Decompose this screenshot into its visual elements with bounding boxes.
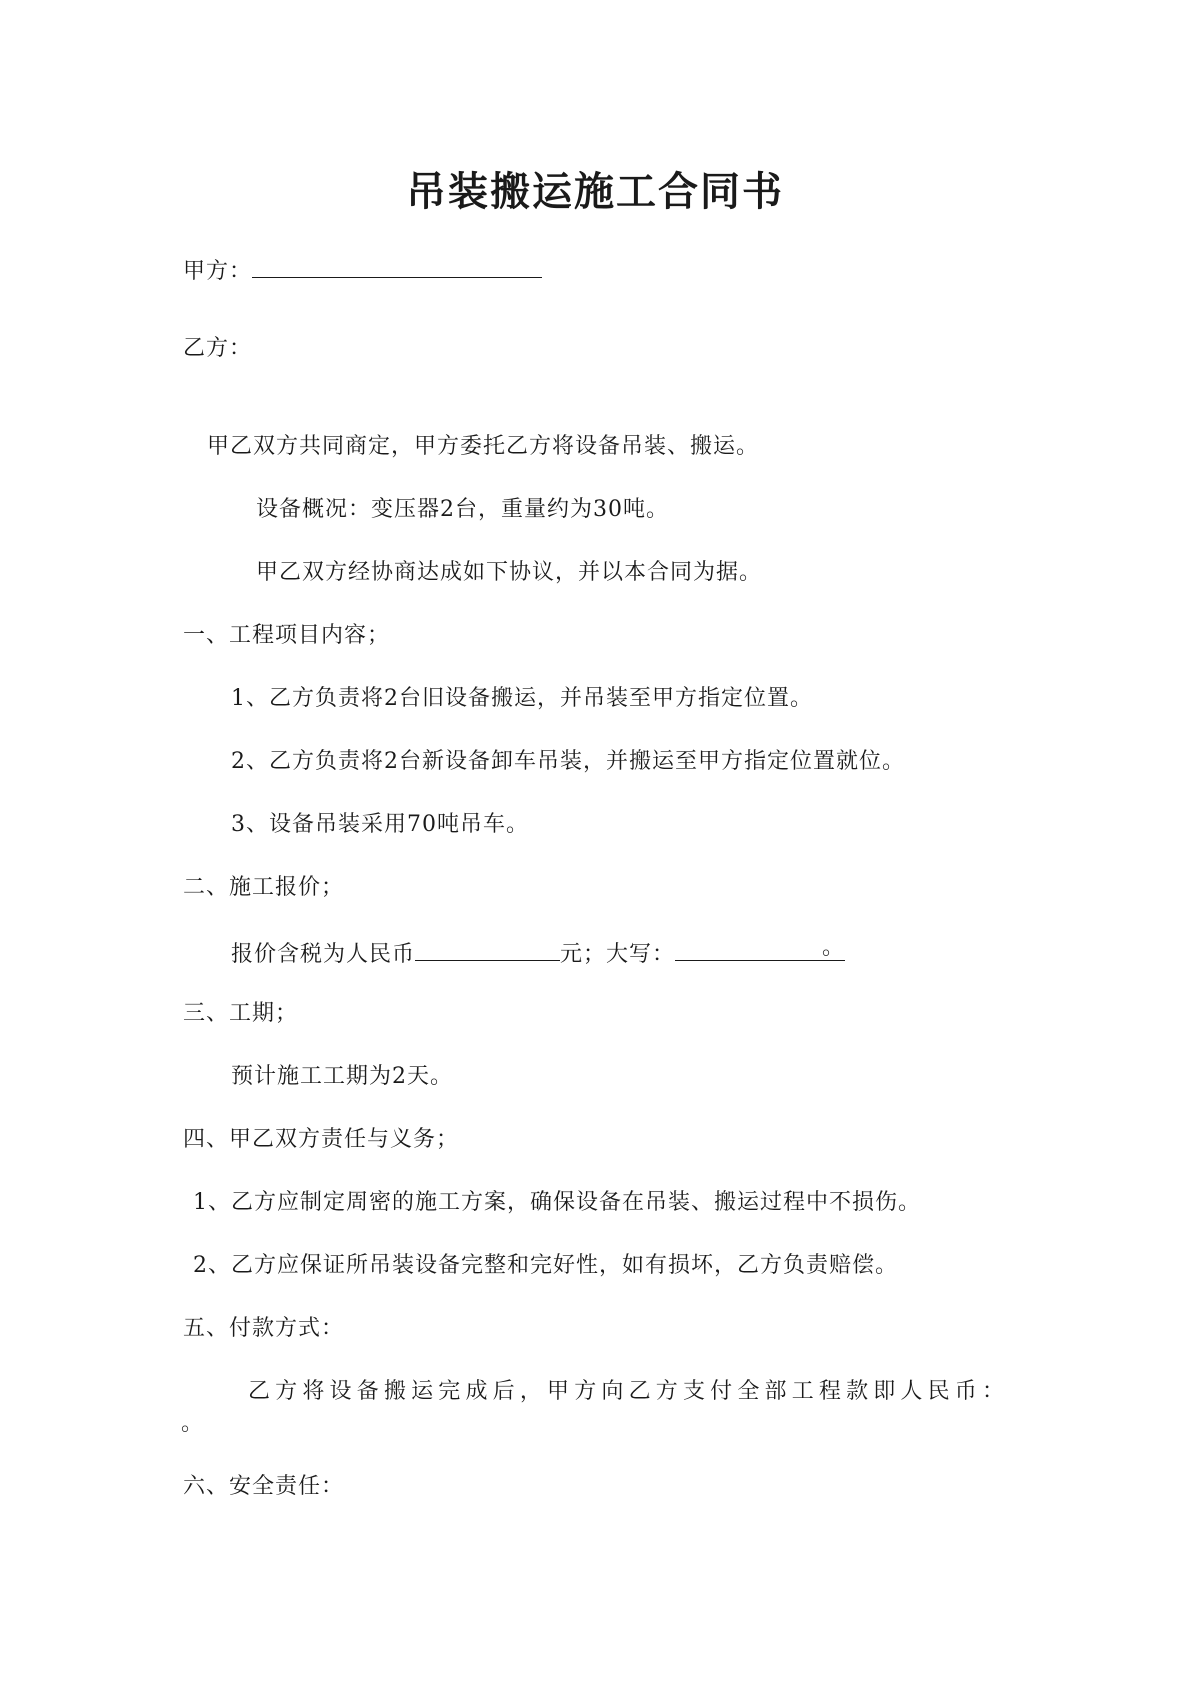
- section4-item: 2、乙方应保证所吊装设备完整和完好性，如有损坏，乙方负责赔偿。: [193, 1253, 898, 1278]
- section1-heading: 一、工程项目内容；: [183, 623, 391, 648]
- section4-item: 1、乙方应制定周密的施工方案，确保设备在吊装、搬运过程中不损伤。: [193, 1190, 921, 1215]
- section3-text: 预计施工工期为2天。: [231, 1064, 453, 1089]
- price-amount-blank[interactable]: [415, 936, 560, 961]
- section1-item: 3、设备吊装采用70吨吊车。: [231, 812, 529, 837]
- section6-heading: 六、安全责任：: [183, 1474, 345, 1499]
- document-title: 吊装搬运施工合同书: [406, 168, 784, 215]
- party-a-line: [183, 253, 542, 287]
- section4-heading: 四、甲乙双方责任与义务；: [183, 1127, 460, 1152]
- price-prefix: 报价含税为人民币: [231, 942, 416, 967]
- section3-heading: 三、工期；: [183, 1001, 299, 1026]
- price-end: 。: [822, 935, 846, 960]
- section5-text-end: 。: [181, 1411, 205, 1436]
- intro-line-2: 设备概况：变压器2台，重量约为30吨。: [256, 497, 669, 522]
- intro-line-3: 甲乙双方经协商达成如下协议，并以本合同为据。: [256, 560, 763, 585]
- party-b-line: [183, 334, 252, 364]
- section2-heading: 二、施工报价；: [183, 875, 345, 900]
- party-b-label: 乙方：: [183, 336, 253, 361]
- section1-item: 2、乙方负责将2台新设备卸车吊装，并搬运至甲方指定位置就位。: [231, 749, 905, 774]
- party-a-blank[interactable]: [252, 253, 542, 278]
- intro-line-1: 甲乙双方共同商定，甲方委托乙方将设备吊装、搬运。: [207, 434, 760, 459]
- price-uppercase-blank[interactable]: [675, 936, 845, 961]
- party-a-label: 甲方：: [183, 259, 253, 284]
- section1-item: 1、乙方负责将2台旧设备搬运，并吊装至甲方指定位置。: [231, 686, 813, 711]
- price-line: [231, 936, 845, 970]
- price-mid: 元；大写：: [560, 942, 676, 967]
- section5-heading: 五、付款方式：: [183, 1316, 345, 1341]
- section5-text: 乙方将设备搬运完成后，甲方向乙方支付全部工程款即人民币：: [248, 1379, 1008, 1404]
